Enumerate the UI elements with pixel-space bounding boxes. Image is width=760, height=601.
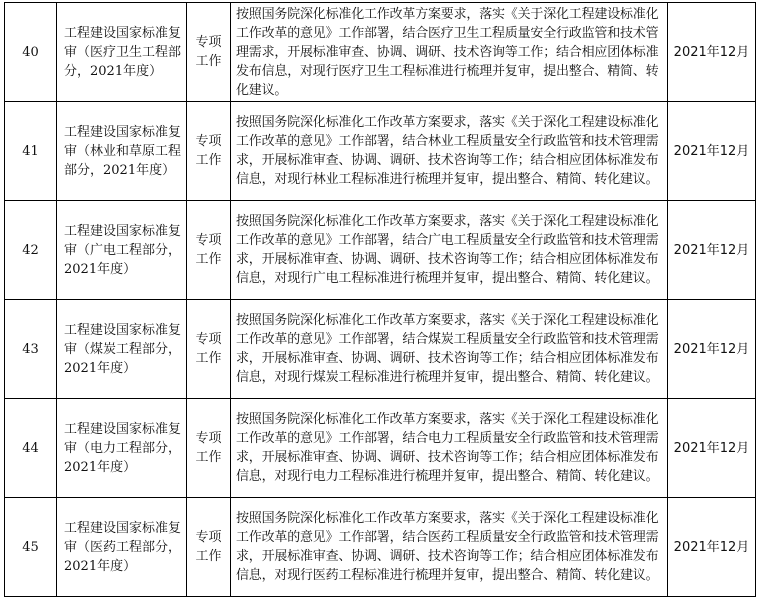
row-number: 40 [5,3,57,102]
project-type: 专项工作 [187,3,231,102]
table-row [5,201,756,300]
project-description: 按照国务院深化标准化工作改革方案要求，落实《关于深化工程建设标准化工作改革的意见》工作部署，结合电力工程质量安全行政监管和技术管理需求，开展标准审查、协调、调研、技术咨询等工作；结合相应团体标准发布信息，对现行电力工程标准进行梳理并复审，提出整合、精简、转化建议。 [231,399,668,498]
row-number: 43 [5,300,57,399]
table-row [5,399,756,498]
project-description: 按照国务院深化标准化工作改革方案要求，落实《关于深化工程建设标准化工作改革的意见》工作部署，结合林业工程质量安全行政监管和技术管理需求，开展标准审查、协调、调研、技术咨询等工作；结合相应团体标准发布信息，对现行林业工程标准进行梳理并复审，提出整合、精简、转化建议。 [231,102,668,201]
row-number: 41 [5,102,57,201]
project-name: 工程建设国家标准复审（医疗卫生工程部分，2021年度） [57,3,187,102]
project-name: 工程建设国家标准复审（医药工程部分，2021年度） [57,498,187,597]
row-number: 45 [5,498,57,597]
table-row [5,300,756,399]
project-description: 按照国务院深化标准化工作改革方案要求，落实《关于深化工程建设标准化工作改革的意见》工作部署，结合医疗卫生工程质量安全行政监管和技术管理需求，开展标准审查、协调、调研、技术咨询等工作；结合相应团体标准发布信息，对现行医疗卫生工程标准进行梳理并复审，提出整合、精简、转化建议。 [231,3,668,102]
table-row [5,498,756,597]
project-description: 按照国务院深化标准化工作改革方案要求，落实《关于深化工程建设标准化工作改革的意见》工作部署，结合广电工程质量安全行政监管和技术管理需求，开展标准审查、协调、调研、技术咨询等工作；结合相应团体标准发布信息，对现行广电工程标准进行梳理并复审，提出整合、精简、转化建议。 [231,201,668,300]
completion-date: 2021年12月 [668,102,756,201]
completion-date: 2021年12月 [668,300,756,399]
project-type: 专项工作 [187,300,231,399]
project-type: 专项工作 [187,102,231,201]
project-type: 专项工作 [187,399,231,498]
table-row [5,102,756,201]
table-row [5,3,756,102]
project-name: 工程建设国家标准复审（煤炭工程部分，2021年度） [57,300,187,399]
project-type: 专项工作 [187,498,231,597]
project-name: 工程建设国家标准复审（电力工程部分，2021年度） [57,399,187,498]
completion-date: 2021年12月 [668,3,756,102]
row-number: 44 [5,399,57,498]
project-description: 按照国务院深化标准化工作改革方案要求，落实《关于深化工程建设标准化工作改革的意见》工作部署，结合医药工程质量安全行政监管和技术管理需求，开展标准审查、协调、调研、技术咨询等工作；结合相应团体标准发布信息，对现行医药工程标准进行梳理并复审，提出整合、精简、转化建议。 [231,498,668,597]
standards-review-table [4,2,756,597]
project-name: 工程建设国家标准复审（林业和草原工程部分，2021年度） [57,102,187,201]
project-description: 按照国务院深化标准化工作改革方案要求，落实《关于深化工程建设标准化工作改革的意见》工作部署，结合煤炭工程质量安全行政监管和技术管理需求，开展标准审查、协调、调研、技术咨询等工作；结合相应团体标准发布信息，对现行煤炭工程标准进行梳理并复审，提出整合、精简、转化建议。 [231,300,668,399]
project-type: 专项工作 [187,201,231,300]
row-number: 42 [5,201,57,300]
project-name: 工程建设国家标准复审（广电工程部分，2021年度） [57,201,187,300]
table-body [5,3,756,597]
completion-date: 2021年12月 [668,498,756,597]
completion-date: 2021年12月 [668,399,756,498]
completion-date: 2021年12月 [668,201,756,300]
